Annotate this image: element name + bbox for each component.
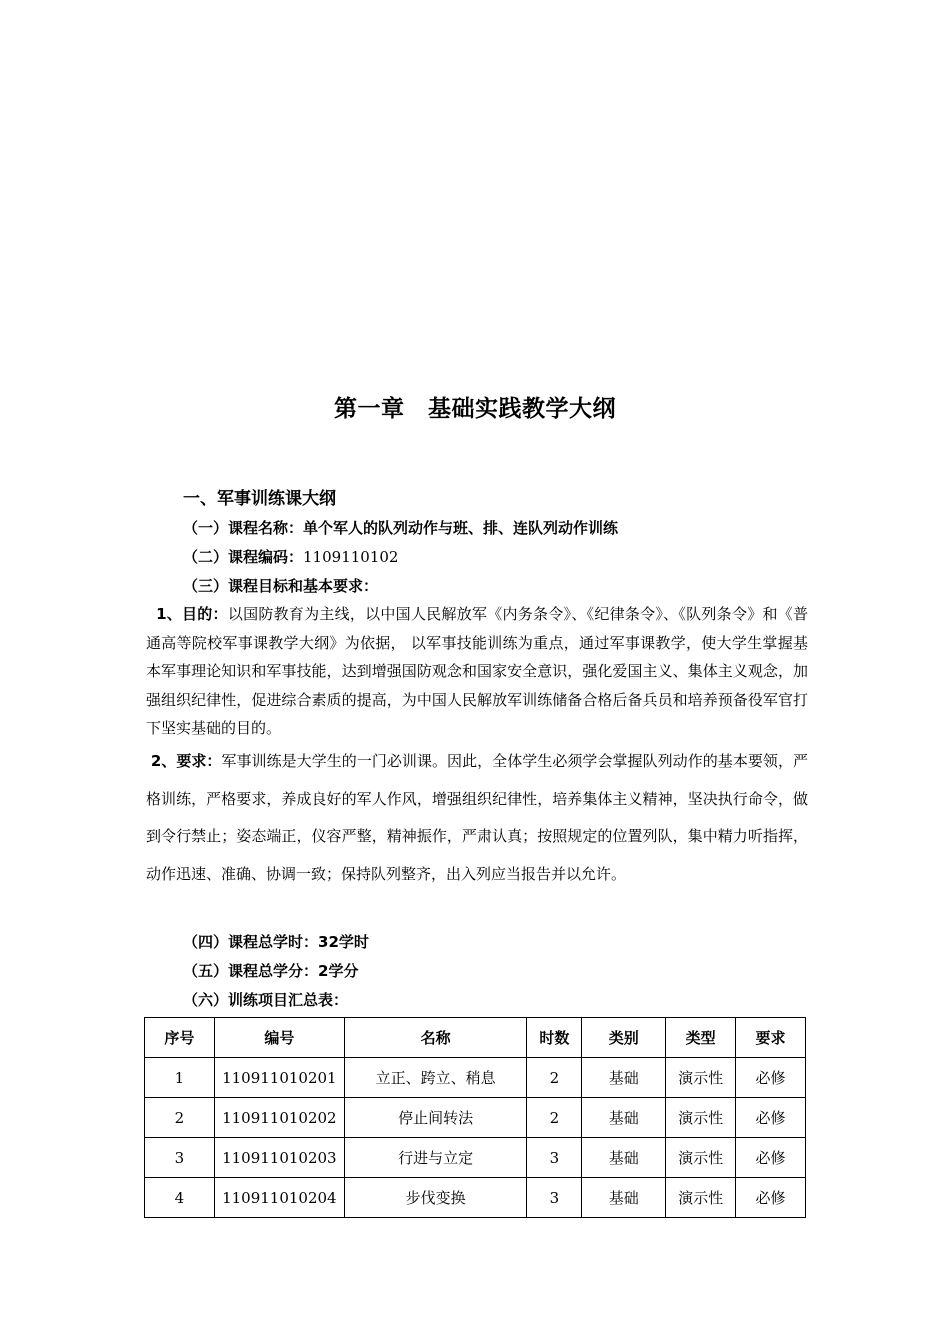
cell-hours: 2 <box>527 1058 582 1098</box>
table-label: （六）训练项目汇总表： <box>183 991 349 1009</box>
cell-type: 演示性 <box>666 1178 736 1218</box>
course-name-label: （一）课程名称： <box>183 519 304 537</box>
cell-hours: 3 <box>527 1138 582 1178</box>
cell-hours: 2 <box>527 1098 582 1138</box>
cell-index: 3 <box>145 1138 215 1178</box>
course-code-label: （二）课程编码： <box>183 548 304 566</box>
cell-category: 基础 <box>582 1138 666 1178</box>
cell-name: 停止间转法 <box>344 1098 527 1138</box>
header-category: 类别 <box>582 1018 666 1058</box>
purpose-text: 以国防教育为主线，以中国人民解放军《内务条令》、《纪律条令》、《队列条令》和《普通高等院校军事课教学大纲》为依据， 以军事技能训练为重点，通过军事课教学，使大学生掌握基本军事理论知识和军事技能，达到增强国防观念和国家安全意识，强化爱国主义、集体主义观念，加强组织纪律性，促进综合素质的提高，为中国人民解放军训练储备合格后备兵员和培养预备役军官打下坚实基础的目的。 <box>146 605 808 737</box>
training-summary-table <box>144 1017 806 1218</box>
cell-type: 演示性 <box>666 1058 736 1098</box>
cell-type: 演示性 <box>666 1138 736 1178</box>
requirement-text: 军事训练是大学生的一门必训课。因此，全体学生必须学会掌握队列动作的基本要领，严格训练，严格要求，养成良好的军人作风，增强组织纪律性，培养集体主义精神，坚决执行命令，做到令行禁止；姿态端正，仪容严整，精神振作，严肃认真；按照规定的位置列队，集中精力听指挥，动作迅速、准确、协调一致；保持队列整齐，出入列应当报告并以允许。 <box>146 752 808 883</box>
header-code: 编号 <box>214 1018 344 1058</box>
cell-name: 步伐变换 <box>344 1178 527 1218</box>
total-credits: （五）课程总学分：2学分 <box>183 962 359 980</box>
course-code-value: 1109110102 <box>303 548 399 566</box>
course-name-value: 单个军人的队列动作与班、排、连队列动作训练 <box>303 519 619 537</box>
purpose-paragraph <box>146 600 808 743</box>
cell-category: 基础 <box>582 1178 666 1218</box>
course-goals-label: （三）课程目标和基本要求： <box>183 577 379 595</box>
header-index: 序号 <box>145 1018 215 1058</box>
table-row <box>145 1098 806 1138</box>
requirement-lead: 2、要求： <box>150 752 222 770</box>
cell-hours: 3 <box>527 1178 582 1218</box>
header-requirement: 要求 <box>736 1018 806 1058</box>
cell-name: 立正、跨立、稍息 <box>344 1058 527 1098</box>
header-hours: 时数 <box>527 1018 582 1058</box>
purpose-lead: 1、目的： <box>156 605 228 623</box>
cell-index: 4 <box>145 1178 215 1218</box>
cell-category: 基础 <box>582 1058 666 1098</box>
table-header-row <box>145 1018 806 1058</box>
cell-code: 110911010202 <box>214 1098 344 1138</box>
header-name: 名称 <box>344 1018 527 1058</box>
cell-type: 演示性 <box>666 1098 736 1138</box>
chapter-title: 第一章 基础实践教学大纲 <box>334 396 616 422</box>
table-row <box>145 1178 806 1218</box>
requirement-paragraph <box>146 743 808 893</box>
total-hours: （四）课程总学时：32学时 <box>183 933 369 951</box>
table-row <box>145 1138 806 1178</box>
cell-requirement: 必修 <box>736 1058 806 1098</box>
header-type: 类型 <box>666 1018 736 1058</box>
cell-code: 110911010201 <box>214 1058 344 1098</box>
course-code-line <box>183 546 398 567</box>
course-name-line <box>183 517 618 538</box>
table-row <box>145 1058 806 1098</box>
section-title: 一、军事训练课大纲 <box>183 489 336 509</box>
cell-requirement: 必修 <box>736 1098 806 1138</box>
cell-index: 1 <box>145 1058 215 1098</box>
cell-category: 基础 <box>582 1098 666 1138</box>
cell-code: 110911010203 <box>214 1138 344 1178</box>
cell-code: 110911010204 <box>214 1178 344 1218</box>
cell-requirement: 必修 <box>736 1138 806 1178</box>
cell-name: 行进与立定 <box>344 1138 527 1178</box>
cell-requirement: 必修 <box>736 1178 806 1218</box>
cell-index: 2 <box>145 1098 215 1138</box>
